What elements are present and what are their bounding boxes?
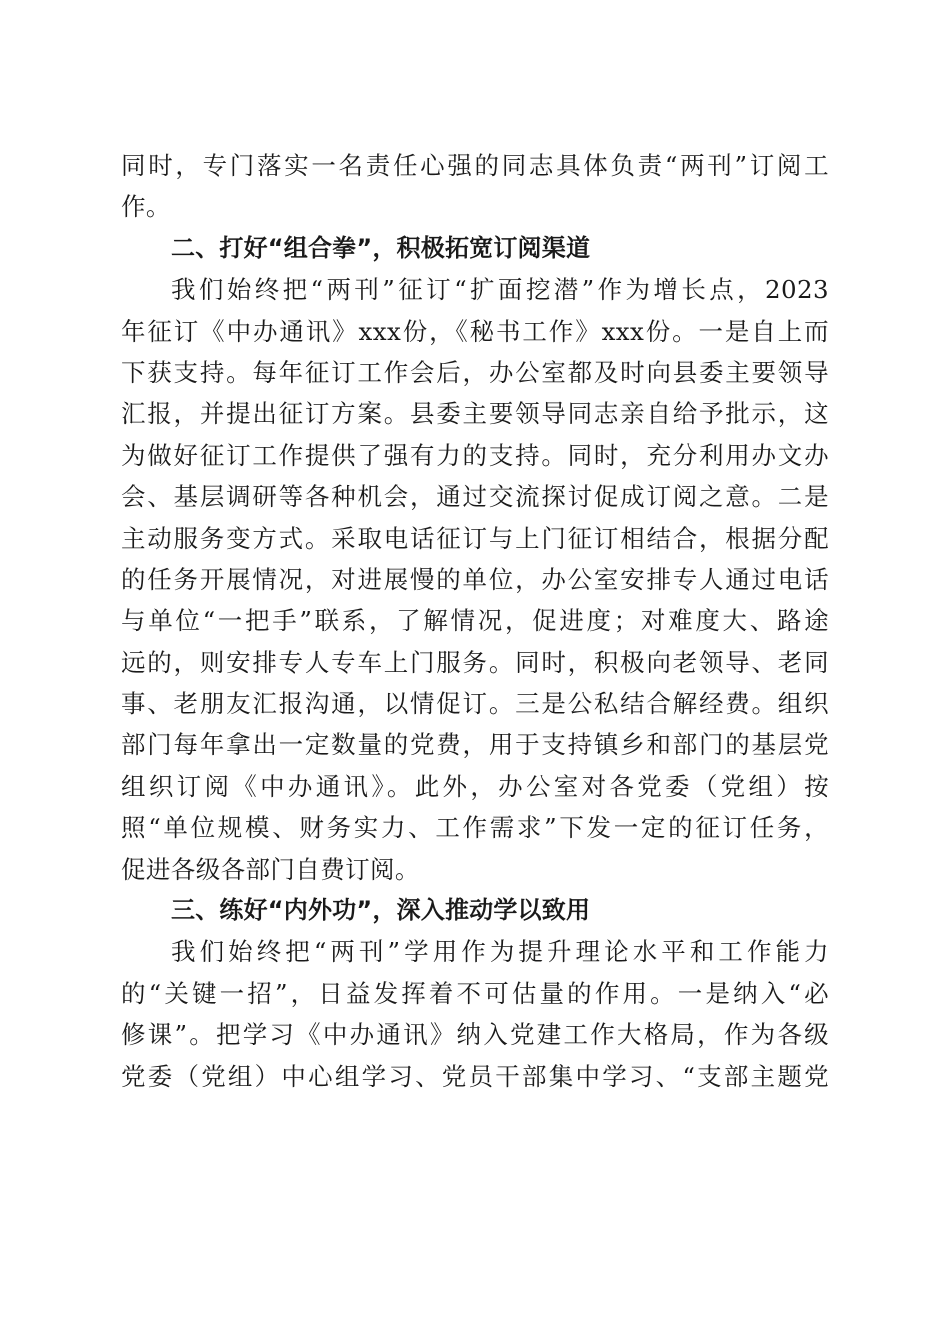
body-line: 照“单位规模、财务实力、工作需求”下发一定的征订任务， (121, 813, 829, 843)
body-line: 促进各级各部门自费订阅。 (121, 854, 420, 884)
body-line: 事、老朋友汇报沟通，以情促订。三是公私结合解经费。组织 (121, 689, 829, 719)
body-line: 的任务开展情况，对进展慢的单位，办公室安排专人通过电话 (121, 564, 829, 594)
body-line: 远的，则安排专人专车上门服务。同时，积极向老领导、老同 (121, 647, 829, 677)
body-line: 为做好征订工作提供了强有力的支持。同时，充分利用办文办 (121, 440, 829, 470)
body-line: 我们始终把“两刊”学用作为提升理论水平和工作能力 (171, 937, 829, 967)
body-line: 与单位“一把手”联系，了解情况，促进度；对难度大、路途 (121, 606, 829, 636)
body-line: 下获支持。每年征订工作会后，办公室都及时向县委主要领导 (121, 357, 829, 387)
body-line: 会、基层调研等各种机会，通过交流探讨促成订阅之意。二是 (121, 482, 829, 512)
body-line: 主动服务变方式。采取电话征订与上门征订相结合，根据分配 (121, 523, 829, 553)
body-line: 的“关键一招”，日益发挥着不可估量的作用。一是纳入“必 (121, 978, 829, 1008)
section-heading: 三、练好“内外功”，深入推动学以致用 (171, 896, 591, 925)
body-line: 我们始终把“两刊”征订“扩面挖潜”作为增长点，2023 (171, 275, 829, 305)
body-line: 年征订《中办通讯》xxx份，《秘书工作》xxx份。一是自上而 (121, 316, 829, 346)
body-line: 组织订阅《中办通讯》。此外，办公室对各党委（党组）按 (121, 771, 829, 801)
body-line: 党委（党组）中心组学习、党员干部集中学习、“支部主题党 (121, 1061, 829, 1091)
body-line: 汇报，并提出征订方案。县委主要领导同志亲自给予批示，这 (121, 399, 829, 429)
section-heading: 二、打好“组合拳”，积极拓宽订阅渠道 (171, 233, 591, 262)
body-line: 同时，专门落实一名责任心强的同志具体负责“两刊”订阅工 (121, 151, 829, 180)
body-line: 作。 (121, 192, 171, 222)
document-body (121, 145, 829, 1097)
body-line: 修课”。把学习《中办通讯》纳入党建工作大格局，作为各级 (121, 1020, 829, 1050)
body-line: 部门每年拿出一定数量的党费，用于支持镇乡和部门的基层党 (121, 730, 829, 760)
